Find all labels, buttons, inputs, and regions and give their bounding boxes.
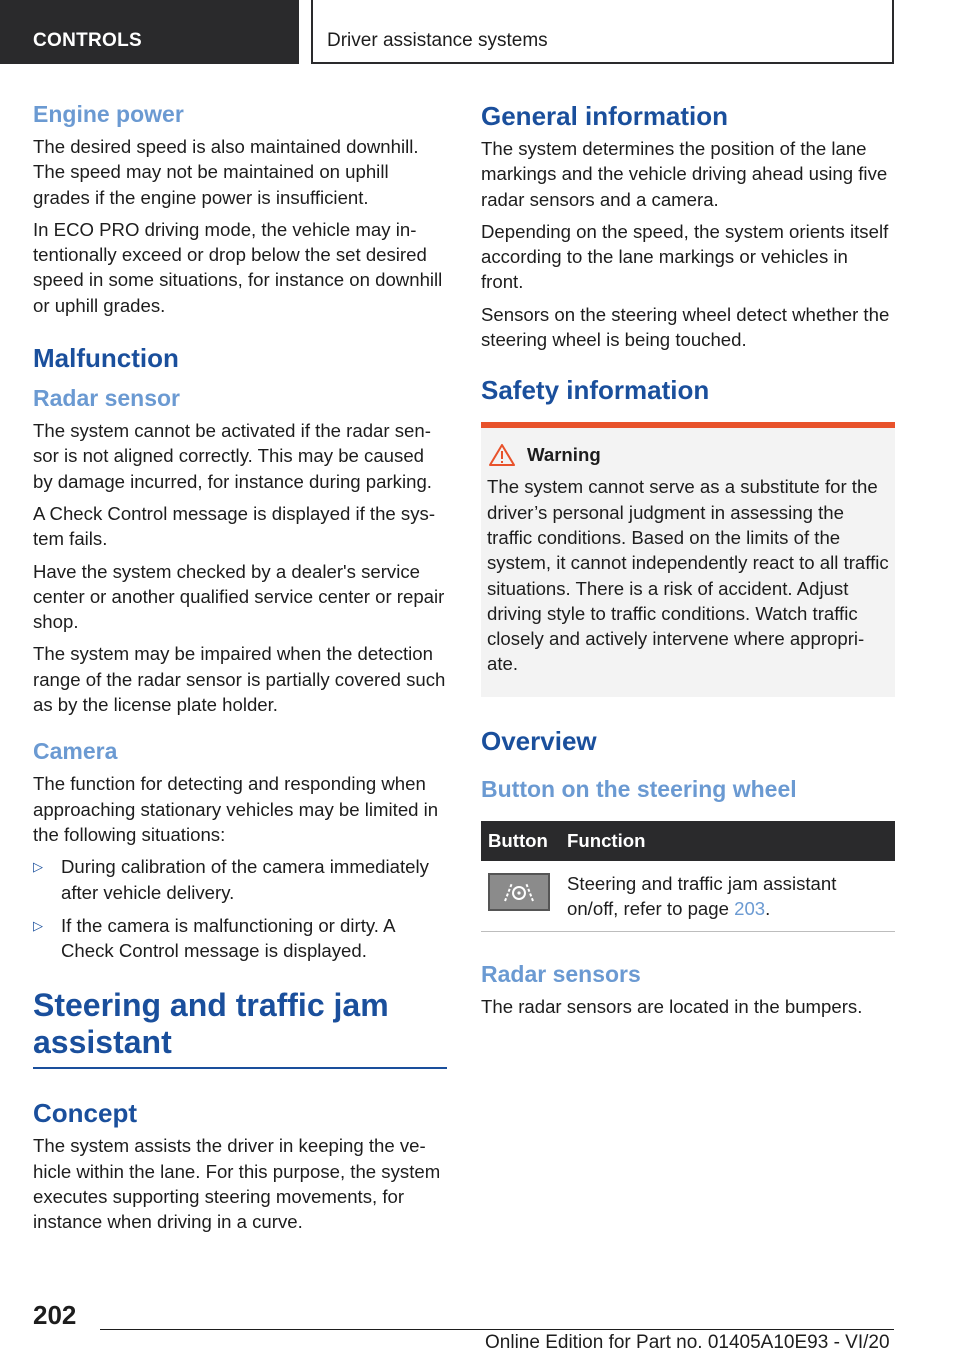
radar-sensor-p4: The system may be impaired when the detection range of the radar sensor is partially covered such as by the license plate holder. <box>33 643 446 716</box>
footer-divider <box>100 1329 894 1330</box>
general-info-p1: The system determines the position of the lane markings and the vehicle driving ahead using five radar sensors and a camera. <box>481 138 888 210</box>
radar-sensor-p2: A Check Control message is displayed if the system fails. <box>33 502 436 550</box>
general-info-heading: General information <box>481 101 729 131</box>
malfunction-heading: Malfunction <box>33 343 179 374</box>
radar-sensor-heading: Radar sensor <box>33 385 181 412</box>
right-column <box>481 100 895 1027</box>
table-row <box>481 861 895 932</box>
list-item: ▷ If the camera is malfunctioning or dirty. A Check Control message is displayed. <box>33 914 395 962</box>
concept-p1: The system assists the driver in keeping the vehicle within the lane. For this purpose, the system executes supporting steering movements, for instance when driving in a curve. <box>33 1135 441 1233</box>
left-column <box>33 100 447 1242</box>
header-section-label: CONTROLS <box>33 30 143 51</box>
warning-label: Warning <box>527 444 601 466</box>
radar-sensor-p1: The system cannot be activated if the radar sensor is not aligned correctly. This may be caused by damage incurred, for instance during parking. <box>33 420 432 492</box>
engine-power-heading: Engine power <box>33 101 184 127</box>
table-cell-button <box>481 861 560 932</box>
radar-sensors-p1: The radar sensors are located in the bumpers. <box>481 996 863 1018</box>
general-info-p2: Depending on the speed, the system orients itself according to the lane markings or vehicles in front. <box>481 220 889 293</box>
triangle-bullet-icon: ▷ <box>33 859 43 875</box>
engine-power-p2: In ECO PRO driving mode, the vehicle may intentionally exceed or drop below the set desired speed in some situations, for instance on downhill or uphill grades. <box>33 218 443 316</box>
button-function-table <box>481 821 895 933</box>
radar-sensors-heading: Radar sensors <box>481 961 641 988</box>
camera-p1: The function for detecting and responding when approaching stationary vehicles may be limited in the following situations: <box>33 773 439 845</box>
camera-bullet-list <box>33 854 447 963</box>
warning-title <box>487 444 889 466</box>
concept-heading: Concept <box>33 1098 137 1129</box>
overview-heading: Overview <box>481 725 597 756</box>
header-chapter-label: Driver assistance systems <box>327 30 548 51</box>
steering-button-subheading: Button on the steering wheel <box>481 775 797 802</box>
steering-section-title: Steering and traffic jam assistant <box>33 987 389 1061</box>
header-chapter-tab <box>311 0 894 64</box>
table-header-function: Function <box>560 821 895 861</box>
table-header-row <box>481 821 895 861</box>
page-reference-link[interactable]: 203 <box>734 898 766 920</box>
radar-sensor-p3: Have the system checked by a dealer's service center or another qualified service center or repair shop. <box>33 560 445 633</box>
general-info-p3: Sensors on the steering wheel detect whether the steering wheel is being touched. <box>481 303 890 351</box>
warning-text: The system cannot serve as a substitute for the driver’s personal judgment in assessing the traffic conditions. Based on the limits of the system, it cannot independently react to all traffic situations. There is a risk of accident. Adjust driving style to traffic conditions. Watch traffic closely and actively intervene where appropriate. <box>487 476 889 675</box>
footer-edition: Online Edition for Part no. 01405A10E93 - VI/20 <box>485 1332 890 1353</box>
warning-triangle-icon <box>489 444 515 466</box>
warning-box <box>481 422 895 696</box>
triangle-bullet-icon: ▷ <box>33 917 43 933</box>
table-cell-function: Steering and traffic jam assistant on/off, refer to page 203. <box>560 861 895 932</box>
safety-info-heading: Safety information <box>481 375 710 406</box>
table-header-button: Button <box>481 821 560 861</box>
header-section-tab <box>0 0 299 64</box>
camera-heading: Camera <box>33 738 118 765</box>
engine-power-p1: The desired speed is also maintained downhill. The speed may not be maintained on uphill grades if the engine power is insufficient. <box>33 136 419 208</box>
steering-assistant-button-icon <box>488 873 550 911</box>
list-item: ▷ During calibration of the camera immediately after vehicle delivery. <box>33 856 429 903</box>
page-number: 202 <box>33 1300 77 1330</box>
steering-section-title-block <box>33 987 447 1069</box>
